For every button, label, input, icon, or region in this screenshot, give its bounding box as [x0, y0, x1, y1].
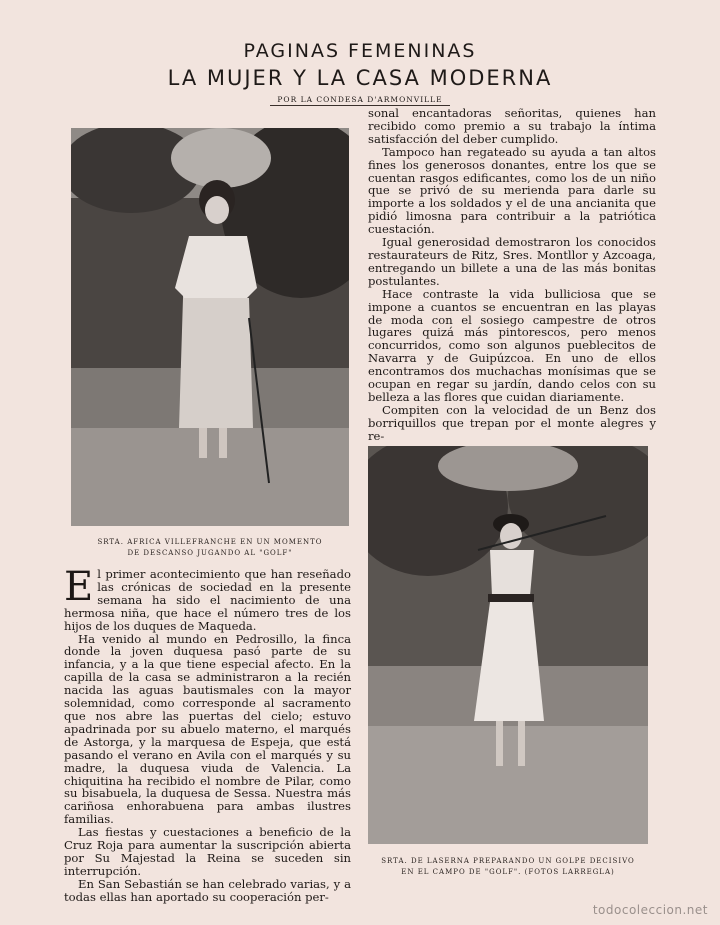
- drop-cap: E: [64, 564, 94, 610]
- photo-left-caption-line2: DE DESCANSO JUGANDO AL "GOLF": [127, 549, 293, 557]
- article-title: LA MUJER Y LA CASA MODERNA: [167, 66, 553, 90]
- paragraph: Tampoco han regateado su ayuda a tan altos fines los generosos donantes, entre los que se cuentan rasgos edificantes, como los de un niño que se privó de su merienda para darle su importe a los soldados y el de una ancianita que pidió limosna para contribuir a la patriótica cuestación.: [368, 144, 656, 237]
- photo-woman-golf-swing: [368, 446, 648, 844]
- photo-woman-resting-golf-image: [71, 128, 349, 526]
- paragraph: En San Sebastián se han celebrado varias, y a todas ellas han aportado su cooperación per-: [64, 876, 351, 904]
- photo-left-caption-line1: SRTA. AFRICA VILLEFRANCHE EN UN MOMENTO: [97, 538, 323, 546]
- paragraph-text: l primer acontecimiento que han reseñado las crónicas de sociedad en la presente semana ha sido el nacimiento de una hermosa niña, que hace el número tres de los hijos de los duques de Maqueda.: [64, 567, 351, 633]
- right-text-column: [368, 107, 656, 443]
- photo-right-caption-line1: SRTA. DE LASERNA PREPARANDO UN GOLPE DECISIVO: [381, 857, 635, 865]
- photo-right-caption-line2: EN EL CAMPO DE "GOLF". (FOTOS LARREGLA): [401, 868, 615, 876]
- section-title: PAGINAS FEMENINAS: [243, 40, 477, 62]
- paragraph: Hace contraste la vida bulliciosa que se impone a cuantos se encuentran en las playas de moda con el sosiego campestre de otros lugares quizá más pintorescos, pero menos concurridos, como son algunos pueblecitos de Navarra y de Guipúzcoa. En uno de ellos encontramos dos muchachas monísimas que se ocupan en regar su jardín, dando celos con su belleza a las flores que cuidan diariamente.: [368, 286, 656, 404]
- photo-left-caption: [71, 537, 349, 559]
- paragraph: Ha venido al mundo en Pedrosillo, la finca donde la joven duquesa pasó parte de su infancia, y a la que tiene especial afecto. En la capilla de la casa se administraron a la recién nacida las aguas bautismales con la mayor solemnidad, como corresponde al sacramento que nos abre las puertas del cielo; estuvo apadrinada por su abuelo materno, el marqués de Astorga, y la marquesa de Espeja, que está pasando el verano en Avila con el marqués y su madre, la duquesa viuda de Valencia. La chiquitina ha recibido el nombre de Pilar, como su bisabuela, la duquesa de Sessa. Nuestra más cariñosa enhorabuena para ambas ilustres familias.: [64, 631, 351, 827]
- photo-woman-resting-golf: [71, 128, 349, 526]
- photo-woman-golf-swing-image: [368, 446, 648, 844]
- left-text-column: [64, 564, 351, 904]
- watermark: todocoleccion.net: [592, 903, 708, 917]
- paragraph: Igual generosidad demostraron los conocidos restaurateurs de Ritz, Sres. Montllor y Azcoaga, entregando un billete a una de las más bonitas postulantes.: [368, 235, 656, 288]
- paragraph: sonal encantadoras señoritas, quienes han recibido como premio a su trabajo la íntima satisfacción del deber cumplido.: [368, 106, 656, 146]
- paragraph: Las fiestas y cuestaciones a beneficio de la Cruz Roja para aumentar la suscripción abierta por Su Majestad la Reina se suceden sin interrupción.: [64, 825, 351, 878]
- byline: POR LA CONDESA D'ARMONVILLE: [270, 95, 450, 106]
- paragraph: [64, 564, 351, 633]
- paragraph: Compiten con la velocidad de un Benz dos borriquillos que trepan por el monte alegres y re-: [368, 402, 656, 443]
- photo-right-caption: [368, 856, 648, 878]
